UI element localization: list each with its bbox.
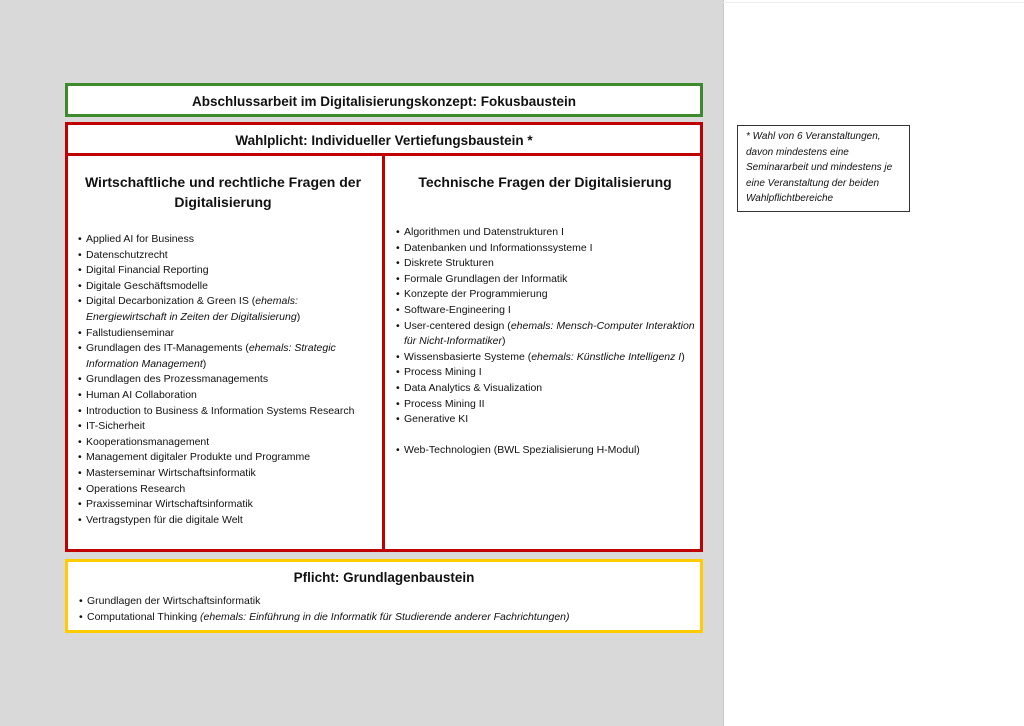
course-name: Datenschutzrecht [86, 248, 168, 261]
former-name-note: ehemals: Energiewirtschaft in Zeiten der Digitalisierung [86, 295, 298, 323]
list-item [396, 381, 701, 397]
closing-paren: ) [296, 310, 301, 323]
course-name: Digitale Geschäftsmodelle [86, 279, 208, 292]
list-item [396, 256, 701, 272]
course-name: Algorithmen und Datenstrukturen I [404, 226, 564, 238]
list-item [78, 341, 378, 372]
fokusbaustein-title: Abschlussarbeit im Digitalisierungskonzept: Fokusbaustein [191, 94, 577, 109]
list-item [396, 365, 701, 381]
former-name-note: ehemals: Mensch-Computer Interaktion für Nicht-Informatiker [404, 319, 695, 348]
list-item [78, 263, 378, 279]
course-name: Praxisseminar Wirtschaftsinformatik [86, 498, 253, 511]
course-name: Process Mining I [404, 366, 482, 379]
list-item [396, 350, 701, 366]
former-name-note: ehemals: Strategic Information Management [86, 342, 336, 370]
course-name: IT-Sicherheit [86, 420, 145, 433]
course-name: Datenbanken und Informationssysteme I [404, 241, 593, 254]
list-item [396, 412, 701, 428]
list-item [78, 404, 378, 420]
list-item [396, 443, 701, 459]
list-item [396, 241, 701, 257]
wahlpflicht-title: Wahlplicht: Individueller Vertiefungsbaustein * [235, 133, 533, 148]
course-name: Process Mining II [404, 397, 485, 410]
course-name: Formale Grundlagen der Informatik [404, 272, 568, 285]
list-item [78, 513, 378, 529]
former-name-note: ehemals: Künstliche Intelligenz I [531, 350, 682, 363]
list-item [79, 610, 699, 626]
technische-fragen-title: Technische Fragen der Digitalisierung [418, 174, 672, 190]
grundlagenbaustein-title: Pflicht: Grundlagenbaustein [293, 570, 475, 585]
course-name: Grundlagen des IT-Managements ( [86, 342, 249, 355]
list-item [78, 388, 378, 404]
technische-fragen-list [396, 225, 701, 459]
course-name: Generative KI [404, 413, 469, 426]
list-item [396, 287, 701, 303]
list-item [396, 303, 701, 319]
course-name: Human AI Collaboration [86, 388, 197, 401]
course-name: Fallstudienseminar [86, 326, 175, 339]
list-item [396, 319, 701, 350]
course-name: Applied AI for Business [86, 233, 194, 245]
wahlpflicht-header-box [65, 122, 703, 156]
closing-paren: ) [202, 357, 207, 370]
course-name: Management digitaler Produkte und Programme [86, 451, 311, 464]
grundlagenbaustein-box [65, 559, 703, 633]
course-name: Grundlagen des Prozessmanagements [86, 373, 269, 386]
course-name: Diskrete Strukturen [404, 257, 494, 270]
course-name: Masterseminar Wirtschaftsinformatik [86, 466, 256, 479]
closing-paren: ) [681, 350, 685, 363]
list-item [78, 419, 378, 435]
wirtschaft-recht-box [65, 153, 385, 552]
list-item [78, 450, 378, 466]
list-item [78, 279, 378, 295]
technische-fragen-box [382, 153, 703, 552]
list-item [78, 497, 378, 513]
course-name: Digital Financial Reporting [86, 264, 209, 277]
course-name: Konzepte der Programmierung [404, 288, 548, 301]
course-name: Digital Decarbonization & Green IS ( [86, 295, 256, 308]
list-item [78, 482, 378, 498]
list-item [78, 326, 378, 342]
closing-paren: ) [502, 335, 506, 348]
grundlagenbaustein-list [79, 594, 699, 625]
fokusbaustein-box [65, 83, 703, 117]
wirtschaft-recht-title: Wirtschaftliche und rechtliche Fragen der Digitalisierung [84, 174, 362, 210]
list-item [78, 372, 378, 388]
footnote-box: * Wahl von 6 Veranstaltungen, davon mindestens eine Seminararbeit und mindestens je eine Veranstaltung der beiden Wahlpflichtbereiche [737, 125, 910, 212]
list-item [79, 594, 699, 610]
divider [723, 2, 1024, 3]
former-name-note: (ehemals: Einführung in die Informatik für Studierende anderer Fachrichtungen) [200, 610, 570, 623]
list-item [396, 397, 701, 413]
list-item [396, 272, 701, 288]
list-item [78, 294, 378, 325]
course-name: Introduction to Business & Information Systems Research [86, 404, 355, 417]
list-item [78, 248, 378, 264]
wirtschaft-recht-list [78, 232, 378, 528]
course-name: Vertragstypen für die digitale Welt [86, 513, 243, 526]
course-name: Grundlagen der Wirtschaftsinformatik [87, 595, 261, 607]
course-name: Computational Thinking [87, 610, 201, 623]
course-name: Web-Technologien (BWL Spezialisierung H-Modul) [404, 444, 640, 457]
list-item [396, 225, 701, 241]
course-name: Operations Research [86, 482, 186, 495]
course-name: Software-Engineering I [404, 303, 511, 316]
list-item [78, 435, 378, 451]
course-name: User-centered design ( [404, 319, 511, 332]
course-name: Data Analytics & Visualization [404, 381, 543, 394]
course-name: Wissensbasierte Systeme ( [404, 350, 532, 363]
course-name: Kooperationsmanagement [86, 435, 210, 448]
list-item [78, 232, 378, 248]
list-item [78, 466, 378, 482]
